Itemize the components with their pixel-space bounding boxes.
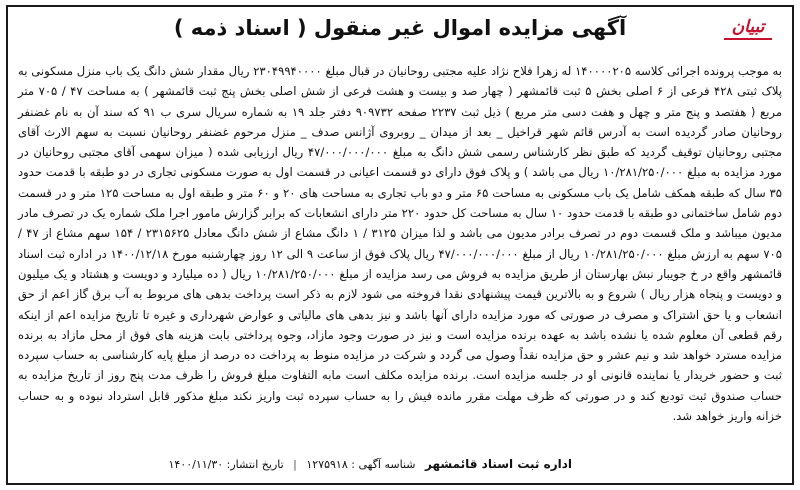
ad-id: شناسه آگهی : ۱۲۷۵۹۱۸ <box>306 458 416 471</box>
issuer-name: اداره ثبت اسناد قائمشهر <box>424 457 572 471</box>
notice-footer <box>6 451 794 477</box>
notice-header <box>6 11 794 51</box>
publisher-logo <box>720 13 776 41</box>
footer-separator: | <box>293 458 297 471</box>
notice-body-text: به موجب پرونده اجرائی کلاسه ۱۴۰۰۰۰۲۰۵ له زهرا فلاح نژاد علیه مجتبی روحانیان در قبال مبلغ ۲۳۰۴۹۹۴۰۰۰۰ ریال مقدار شش دانگ یک باب منزل مسکونی به پلاک ثبتی ۴۲۸ فرعی از ۶ اصلی بخش ۵ ثبت قائمشهر ( چهار صد و بیست و هشت فرعی از شش اصلی بخش پنج ثبت قائمشهر ) به مساحت ۴۷ / ۷۰۵ متر مربع ( هفتصد و پنج متر و چهل و هفت دسی متر مربع ) ذیل ثبت ۲۲۳۷ صفحه ۹۰۹۷۳۲ دفتر جلد ۱۹ به شماره سریال سری ب ۹۱ که سند آن به نام غضنفر روحانیان صادر گردیده است به آدرس قائم شهر قراخیل _ بعد از میدان _ روبروی آژانس صدف _ منزل مرحوم غضنفر روحانیان نسبت به سهم الارث آقای مجتبی روحانیان توقیف گردید که طبق نظر کارشناس رسمی شش دانگ به مبلغ ۴۷/۰۰۰/۰۰۰/۰۰۰ ریال ارزیابی شده ( میزان سهمی آقای مجتبی روحانیان در مورد مزایده به مبلغ ۱۰/۲۸۱/۲۵۰/۰۰۰ ریال می باشد ) و پلاک فوق دارای دو قسمت اعیانی در قسمت اول به صورت مسکونی تجاری در دو طبقه با قدمت حدود ۳۵ سال که طبقه همکف شامل یک باب مسکونی به مساحت ۶۵ متر و دو باب تجاری به مساحت های ۲۰ و ۶۰ متر و طبقه اول به مساحت ۱۲۵ متر و در قسمت دوم شامل ساختمانی دو طبقه با قدمت حدود ۱۰ سال به مساحت کل حدود ۲۲۰ متر دارای انشعابات که برابر گزارش مامور اجرا ملک شماره یک در تصرف مادر مدیون میباشد و ملک قسمت دوم در تصرف برادر مدیون می باشد و لذا میزان ۳۱۲۵ / ۱ دانگ مشاع از شش دانگ معادل ۲۳۱۵۶۲۵ / ۱۵۴ سهم مشاع از ۴۷ / ۷۰۵ سهم به ارزش مبلغ ۱۰/۲۸۱/۲۵۰/۰۰۰ ریال از مبلغ ۴۷/۰۰۰/۰۰۰/۰۰۰ ریال پلاک فوق از ساعت ۹ الی ۱۲ روز چهارشنبه مورخ ۱۴۰۰/۱۲/۱۸ در اداره ثبت اسناد قائمشهر واقع در خ جویبار نبش بهارستان از طریق مزایده به فروش می رسد مزایده از مبلغ ۱۰/۲۸۱/۲۵۰/۰۰۰ ریال ( ده میلیارد و دویست و هشتاد و یک میلیون و دویست و پنجاه هزار ریال ) شروع و به بالاترین قیمت پیشنهادی نقدا فروخته می شود لازم به ذکر است پرداخت بدهی های مربوط به آب برق گاز اعم از حق انشعاب و یا حق اشتراک و مصرف در صورتی که مورد مزایده دارای آنها باشد و نیز بدهی های مالیاتی و عوارض شهرداری و غیره تا تاریخ مزایده اعم از اینکه رقم قطعی آن معلوم شده یا نشده باشد به عهده برنده مزایده است و نیز در صورت وجود مازاد، وجوه پرداختی بابت هزینه های فوق از محل مازاد به برنده مزایده مسترد خواهد شد و نیم عشر و حق مزایده نقداً وصول می گردد و شرکت در مزایده منوط به پرداخت ده درصد از مبلغ پایه کارشناسی به حساب سپرده ثبت و حضور خریدار یا نماینده قانونی او در جلسه مزایده است. برنده مزایده مکلف است مابه التفاوت مبلغ فروش را ظرف مدت پنج روز از تاریخ مزایده به حساب صندوق ثبت تودیع کند و در صورتی که ظرف مهلت مقرر مانده فیش را به حساب سپرده ثبت واریز نکند مبلغ مذکور قابل استرداد نبوده و به حساب خزانه واریز خواهد شد. <box>18 64 783 424</box>
publisher-logo-text: تبیان <box>731 17 765 37</box>
notice-title: آگهی مزایده اموال غیر منقول ( اسناد ذمه ) <box>173 16 627 40</box>
auction-notice <box>6 5 794 485</box>
notice-body <box>18 61 782 435</box>
logo-underline <box>724 38 772 40</box>
publish-date: تاریخ انتشار: ۱۴۰۰/۱۱/۳۰ <box>168 458 284 471</box>
